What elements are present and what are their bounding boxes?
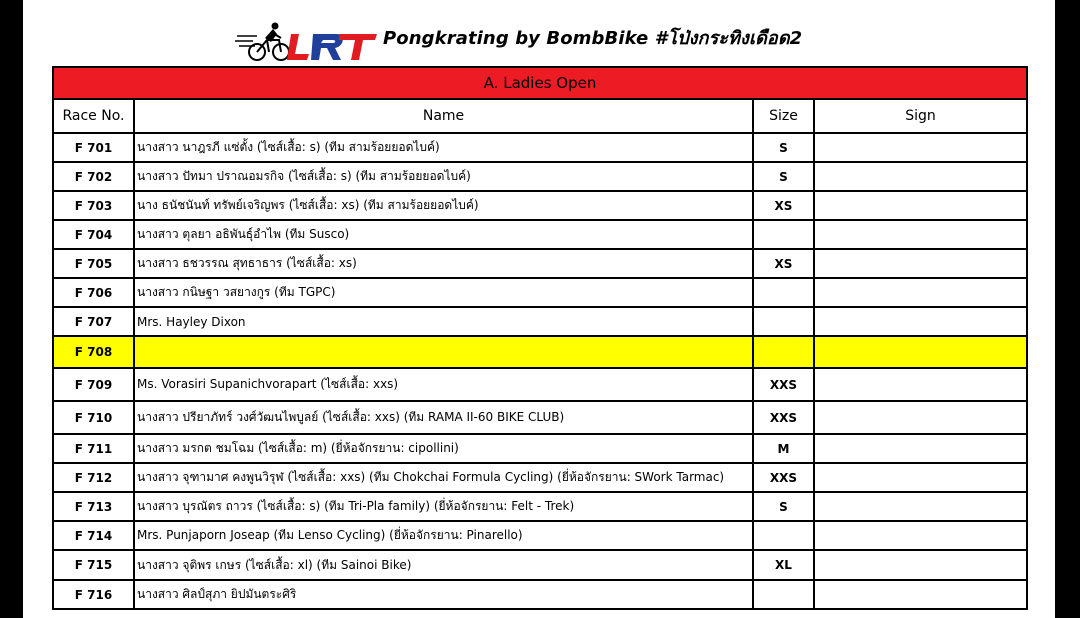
signature-cell <box>814 368 1027 401</box>
rider-name-cell: นางสาว นาฎรภี แซ่ตั้ง (ไซส์เสื้อ: s) (ทีม สามร้อยยอดไบค์) <box>134 133 753 162</box>
rider-name-cell: นางสาว ศิลป์สุภา ยิปมันตระศิริ <box>134 580 753 609</box>
table-row <box>53 401 1027 434</box>
rider-name-cell: นางสาว บุรณัตร ถาวร (ไซส์เสื้อ: s) (ทีม Tri-Pla family) (ยี่ห้อจักรยาน: Felt - Trek) <box>134 492 753 521</box>
shirt-size-cell: XXS <box>753 401 814 434</box>
shirt-size-cell: XS <box>753 249 814 278</box>
shirt-size-cell: S <box>753 162 814 191</box>
race-number-cell: F 702 <box>53 162 134 191</box>
table-row <box>53 521 1027 550</box>
column-header-row <box>53 99 1027 133</box>
race-number-cell: F 713 <box>53 492 134 521</box>
rider-name-cell: นางสาว จุติพร เกษร (ไซส์เสื้อ: xl) (ทีม Sainoi Bike) <box>134 550 753 580</box>
table-row <box>53 133 1027 162</box>
signature-cell <box>814 434 1027 463</box>
shirt-size-cell: XXS <box>753 368 814 401</box>
race-number-cell: F 704 <box>53 220 134 249</box>
signature-cell <box>814 521 1027 550</box>
signature-cell <box>814 191 1027 220</box>
rider-name-cell <box>134 336 753 368</box>
shirt-size-cell <box>753 521 814 550</box>
table-row <box>53 434 1027 463</box>
rider-name-cell: นางสาว ธชวรรณ สุทธาธาร (ไซส์เสื้อ: xs) <box>134 249 753 278</box>
signature-cell <box>814 463 1027 492</box>
rider-name-cell: นางสาว ปัทมา ปราณอมรกิจ (ไซส์เสื้อ: s) (ทีม สามร้อยยอดไบค์) <box>134 162 753 191</box>
signature-cell <box>814 133 1027 162</box>
signature-cell <box>814 220 1027 249</box>
race-number-cell: F 706 <box>53 278 134 307</box>
shirt-size-cell <box>753 307 814 336</box>
race-number-cell: F 709 <box>53 368 134 401</box>
cyclist-logo-icon <box>235 18 381 62</box>
race-number-cell: F 715 <box>53 550 134 580</box>
table-row <box>53 191 1027 220</box>
table-row <box>53 336 1027 368</box>
race-number-cell: F 708 <box>53 336 134 368</box>
table-row <box>53 249 1027 278</box>
race-number-cell: F 714 <box>53 521 134 550</box>
race-number-cell: F 707 <box>53 307 134 336</box>
signature-cell <box>814 249 1027 278</box>
shirt-size-cell: XXS <box>753 463 814 492</box>
table-row <box>53 162 1027 191</box>
section-header-row <box>53 67 1027 99</box>
document-header <box>23 0 1055 64</box>
column-header-name: Name <box>134 99 753 133</box>
race-number-cell: F 701 <box>53 133 134 162</box>
column-header-race-no: Race No. <box>53 99 134 133</box>
document-page <box>23 0 1055 618</box>
shirt-size-cell: S <box>753 492 814 521</box>
race-number-cell: F 716 <box>53 580 134 609</box>
rider-name-cell: นางสาว ตุลยา อธิพันธุ์อำไพ (ทีม Susco) <box>134 220 753 249</box>
table-row <box>53 550 1027 580</box>
rider-name-cell: นางสาว ปรียาภัทร์ วงศ์วัฒนไพบูลย์ (ไซส์เสื้อ: xxs) (ทีม RAMA II-60 BIKE CLUB) <box>134 401 753 434</box>
signature-cell <box>814 162 1027 191</box>
rider-name-cell: นางสาว มรกต ชมโฉม (ไซส์เสื้อ: m) (ยี่ห้อจักรยาน: cipollini) <box>134 434 753 463</box>
signature-cell <box>814 307 1027 336</box>
rider-name-cell: นาง ธนัชนันท์ ทรัพย์เจริญพร (ไซส์เสื้อ: xs) (ทีม สามร้อยยอดไบค์) <box>134 191 753 220</box>
column-header-size: Size <box>753 99 814 133</box>
rider-name-cell: นางสาว กนิษฐา วสยางกูร (ทีม TGPC) <box>134 278 753 307</box>
shirt-size-cell <box>753 278 814 307</box>
race-number-cell: F 703 <box>53 191 134 220</box>
shirt-size-cell: M <box>753 434 814 463</box>
signature-cell <box>814 580 1027 609</box>
table-row <box>53 307 1027 336</box>
document-title: Pongkrating by BombBike #โป่งกระทิงเดือด2 <box>383 28 803 49</box>
rider-name-cell: Mrs. Hayley Dixon <box>134 307 753 336</box>
shirt-size-cell: S <box>753 133 814 162</box>
rider-name-cell: Ms. Vorasiri Supanichvorapart (ไซส์เสื้อ: xxs) <box>134 368 753 401</box>
lrt-logo <box>235 18 381 62</box>
race-number-cell: F 711 <box>53 434 134 463</box>
signature-cell <box>814 492 1027 521</box>
shirt-size-cell: XS <box>753 191 814 220</box>
race-number-cell: F 712 <box>53 463 134 492</box>
signature-cell <box>814 401 1027 434</box>
signature-cell <box>814 336 1027 368</box>
table-row <box>53 580 1027 609</box>
table-row <box>53 220 1027 249</box>
rider-name-cell: Mrs. Punjaporn Joseap (ทีม Lenso Cycling) (ยี่ห้อจักรยาน: Pinarello) <box>134 521 753 550</box>
shirt-size-cell <box>753 580 814 609</box>
table-row <box>53 278 1027 307</box>
rider-roster-table <box>52 66 1028 610</box>
section-title: A. Ladies Open <box>53 67 1027 99</box>
column-header-sign: Sign <box>814 99 1027 133</box>
signature-cell <box>814 278 1027 307</box>
shirt-size-cell <box>753 220 814 249</box>
race-number-cell: F 705 <box>53 249 134 278</box>
rider-name-cell: นางสาว จุฑามาศ คงพูนวิรุฬ (ไซส์เสื้อ: xxs) (ทีม Chokchai Formula Cycling) (ยี่ห้อจักรยาน: SWork Tarmac) <box>134 463 753 492</box>
shirt-size-cell <box>753 336 814 368</box>
shirt-size-cell: XL <box>753 550 814 580</box>
table-row <box>53 368 1027 401</box>
race-number-cell: F 710 <box>53 401 134 434</box>
table-row <box>53 463 1027 492</box>
signature-cell <box>814 550 1027 580</box>
table-row <box>53 492 1027 521</box>
